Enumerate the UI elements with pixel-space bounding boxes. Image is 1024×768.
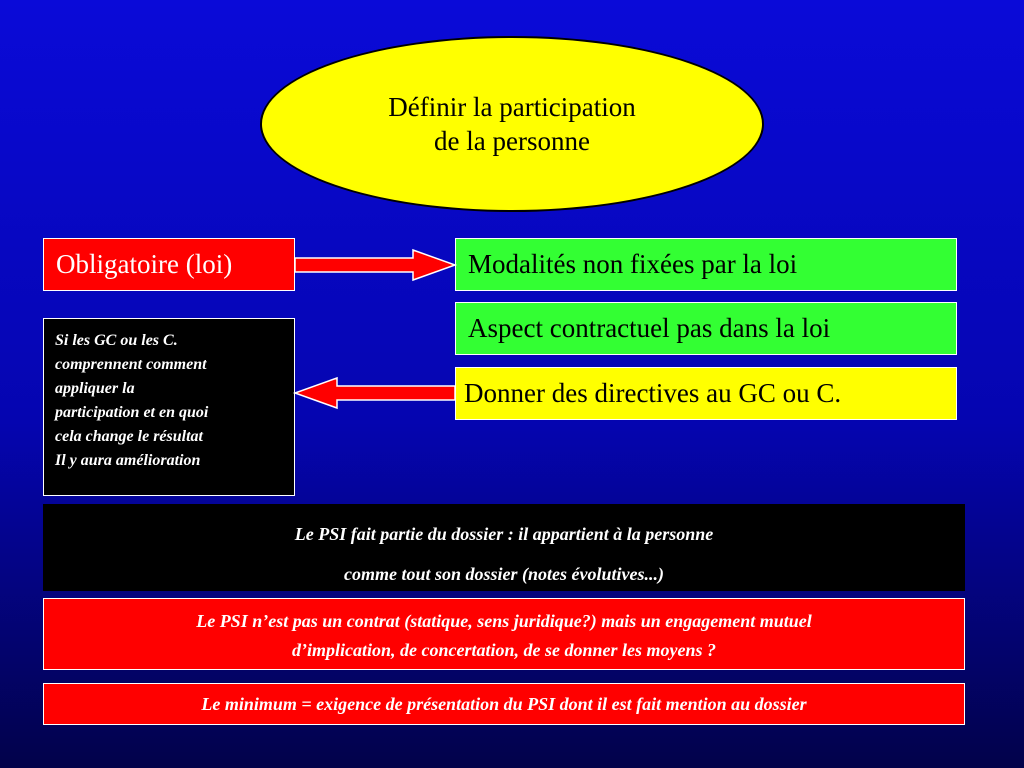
psi-dossier-line-2: comme tout son dossier (notes évolutives...): [344, 564, 664, 584]
note-line: participation et en quoi: [55, 404, 209, 421]
psi-contrat-line-2: d’implication, de concertation, de se donner les moyens ?: [292, 640, 716, 660]
psi-dossier-band: [43, 504, 965, 591]
psi-dossier-line-1: Le PSI fait partie du dossier : il appartient à la personne: [294, 524, 714, 544]
modalites-label: Modalités non fixées par la loi: [468, 249, 798, 279]
aspect-label: Aspect contractuel pas dans la loi: [468, 313, 831, 343]
directives-label: Donner des directives au GC ou C.: [464, 378, 842, 408]
arrow-left: [295, 378, 455, 408]
psi-contrat-band: [43, 598, 965, 670]
title-line-2: de la personne: [434, 126, 590, 156]
note-line: cela change le résultat: [55, 428, 203, 445]
arrow-right: [295, 250, 455, 280]
minimum-text: Le minimum = exigence de présentation du PSI dont il est fait mention au dossier: [201, 694, 807, 714]
minimum-band: [43, 683, 965, 725]
note-line: comprennent comment: [55, 356, 207, 373]
psi-contrat-line-1: Le PSI n’est pas un contrat (statique, sens juridique?) mais un engagement mutuel: [196, 611, 812, 631]
title-line-1: Définir la participation: [388, 92, 636, 122]
obligatoire-label: Obligatoire (loi): [56, 249, 233, 279]
note-line: Si les GC ou les C.: [55, 332, 178, 349]
note-line: appliquer la: [55, 380, 135, 397]
note-line: Il y aura amélioration: [55, 452, 201, 469]
